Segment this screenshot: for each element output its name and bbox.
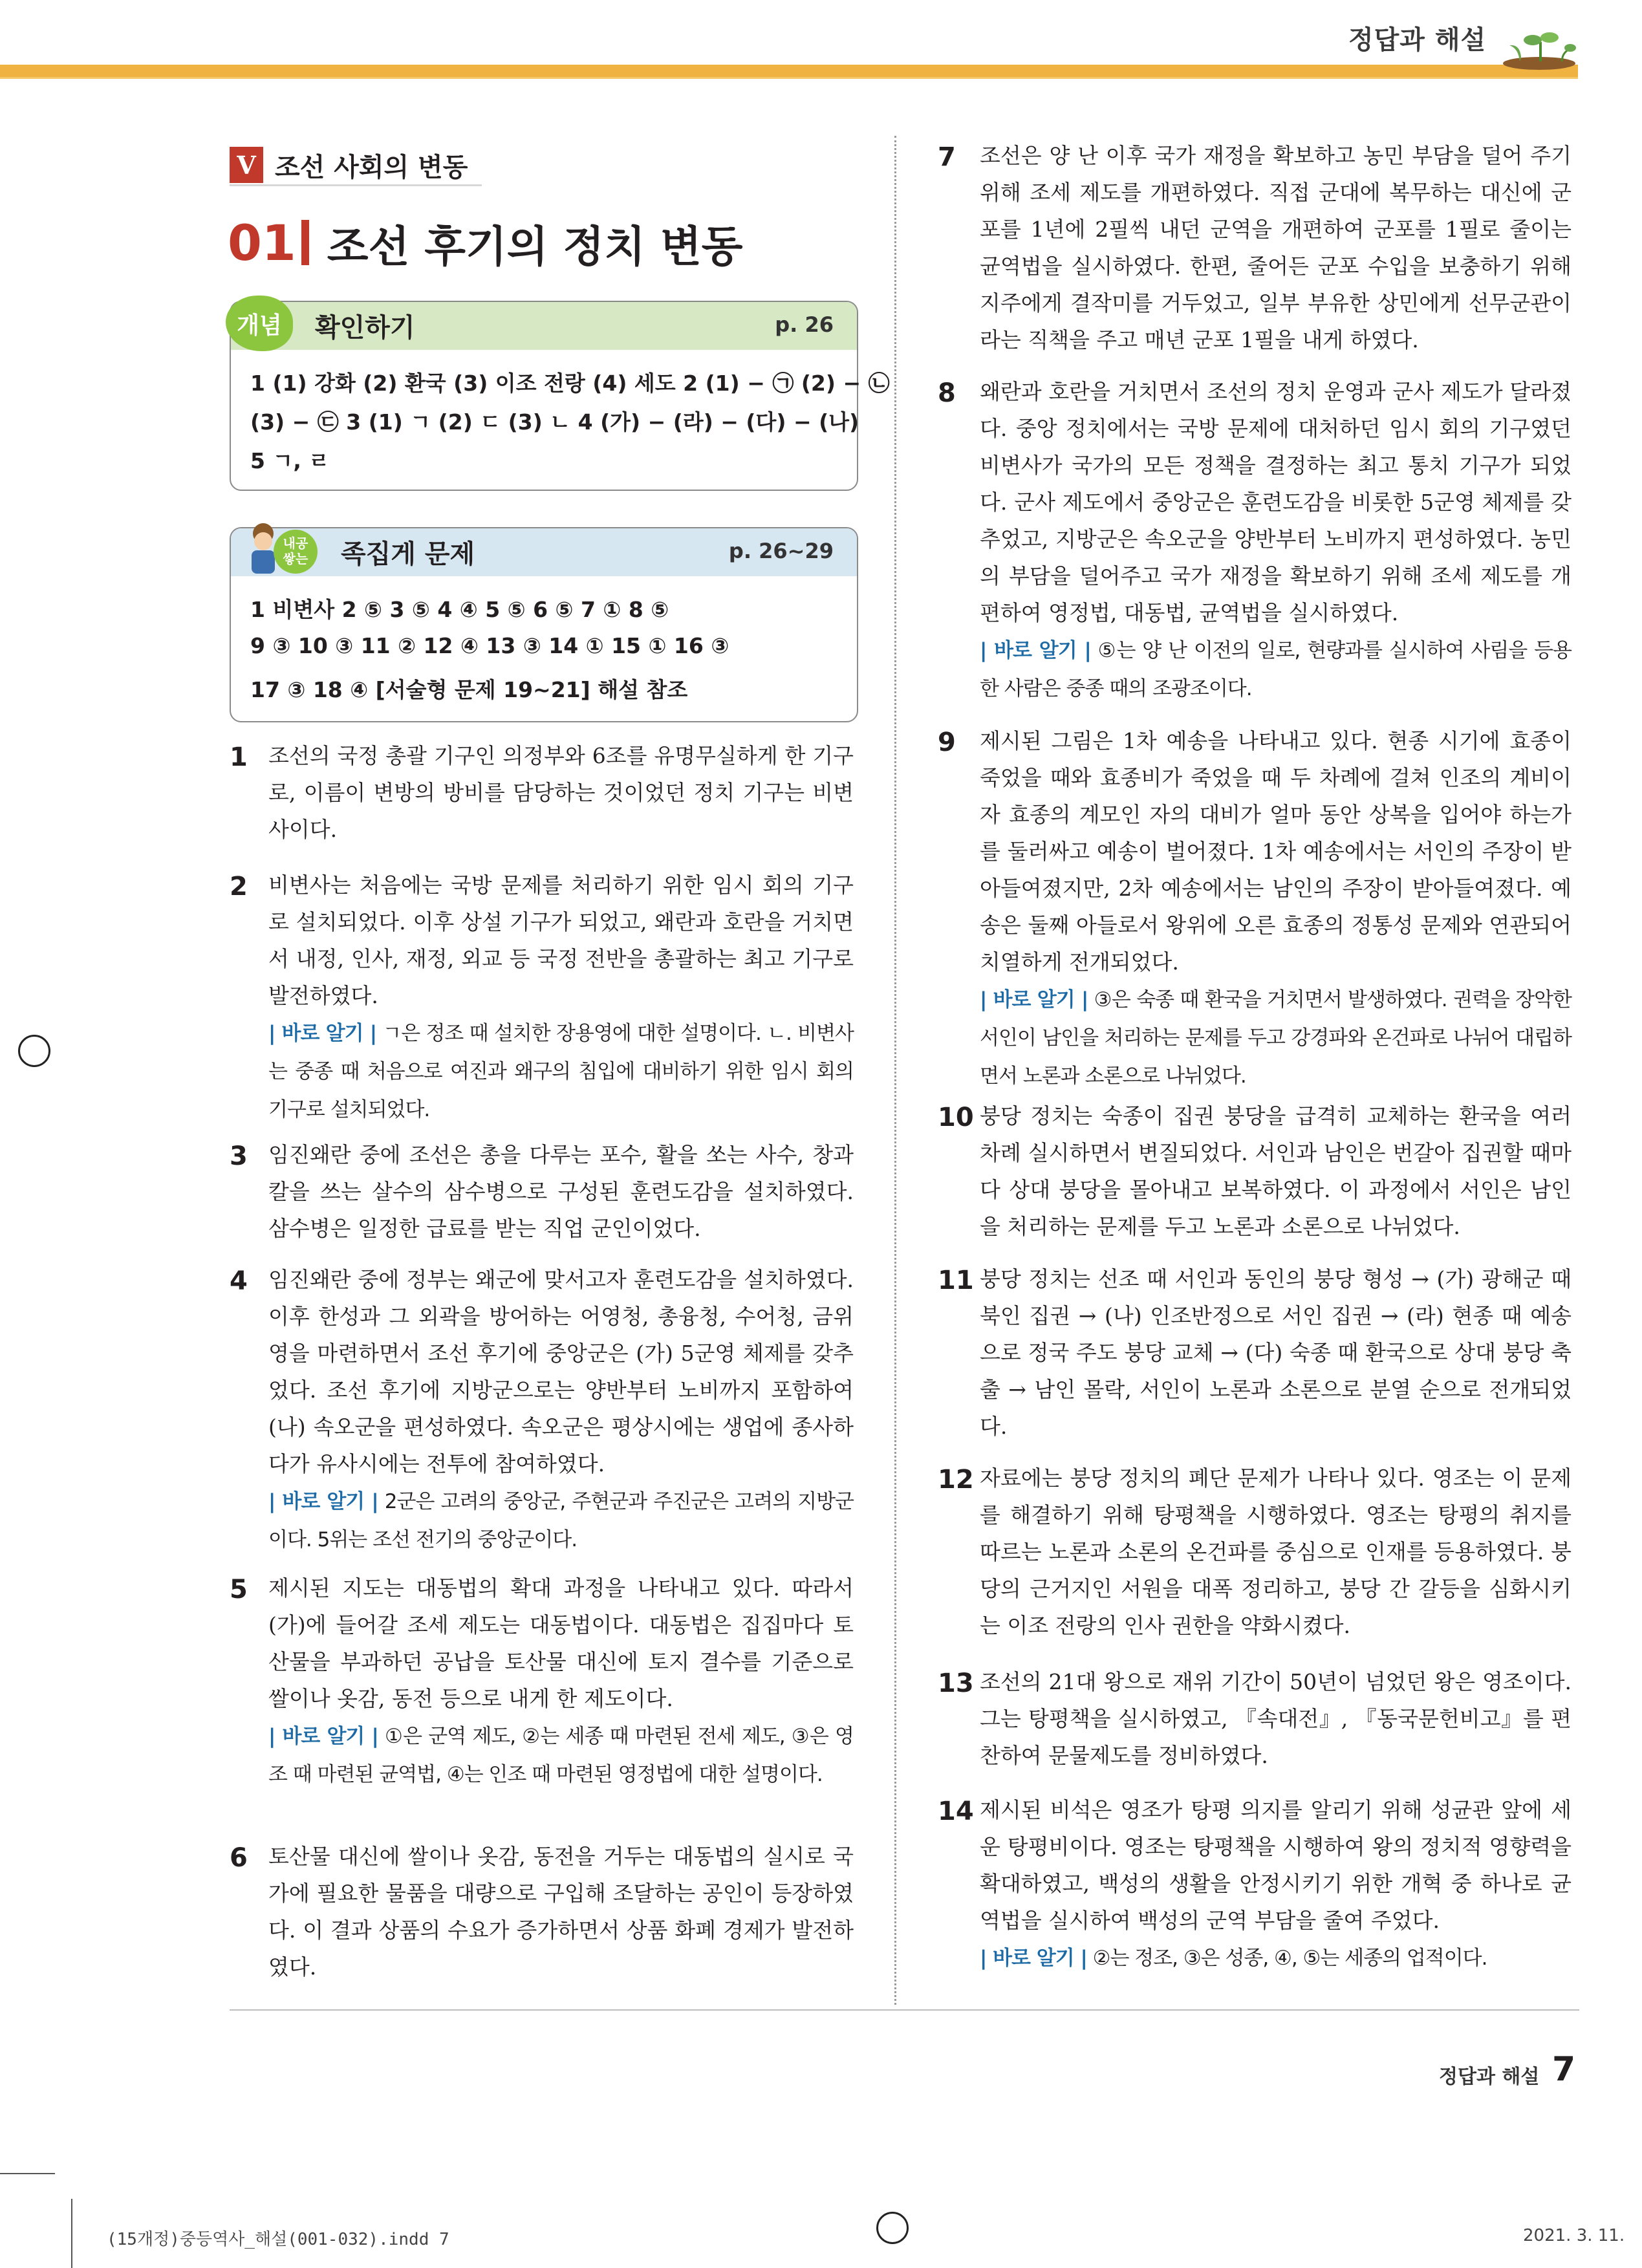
concept-check-box — [230, 301, 890, 491]
svg-text:내공: 내공 — [283, 535, 308, 551]
item-text: 제시된 비석은 영조가 탕평 의지를 알리기 위해 성균관 앞에 세운 탕평비이다. 영조는 탕평책을 시행하여 왕의 정치적 영향력을 확대하였고, 백성의 생활을 안정시키기 위한 개혁 중 하나로 균역법을 실시하여 백성의 군역 부담을 줄여 주었다. | 바로 알기 | ②는 정조, ③은 성종, ④, ⑤는 세종의 업적이다. — [980, 1797, 1572, 1970]
item-number: 1 — [230, 742, 248, 772]
problem-box-title: 족집게 문제 — [341, 539, 475, 569]
unit-title: 조선 사회의 변동 — [275, 152, 468, 182]
problem-answer-line-1: 1 비변사 2 ⑤ 3 ⑤ 4 ④ 5 ⑤ 6 ⑤ 7 ① 8 ⑤ — [250, 597, 669, 622]
note-tag: | 바로 알기 | — [980, 639, 1091, 662]
item-text: 제시된 그림은 1차 예송을 나타내고 있다. 현종 시기에 효종이 죽었을 때와 효종비가 죽었을 때 두 차례에 걸쳐 인조의 계비이자 효종의 계모인 자의 대비가 얼마 동안 상복을 입어야 하는가를 둘러싸고 예송이 벌어졌다. 1차 예송에서는 서인의 주장이 받아들여졌지만, 2차 예송에서는 남인의 주장이 받아들여졌다. 예송은 둘째 아들로서 왕위에 오른 효종의 정통성 문제와 연관되어 치열하게 전개되었다. | 바로 알기 | ③은 숙종 때 환국을 거치면서 발생하였다. 권력을 장악한 서인이 남인을 처리하는 문제를 두고 강경파와 온건파로 나뉘어 대립하면서 노론과 소론으로 나뉘었다. — [980, 728, 1572, 1088]
concept-box-title: 확인하기 — [315, 313, 415, 343]
concept-answer-line-3: 5 ㄱ, ㄹ — [250, 448, 330, 473]
crop-mark — [71, 2199, 72, 2268]
slug-filename: (15개정)중등역사_해설(001-032).indd 7 — [107, 2230, 449, 2249]
item-text: 조선은 양 난 이후 국가 재정을 확보하고 농민 부담을 덜어 주기 위해 조세 제도를 개편하였다. 직접 군대에 복무하는 대신에 군포를 1년에 2필씩 내던 군역을 개편하여 군포를 1필로 줄이는 균역법을 실시하였다. 한편, 줄어든 군포 수입을 보충하기 위해 지주에게 결작미를 거두었고, 일부 부유한 상민에게 선무군관이라는 직책을 주고 매년 군포 1필을 내게 하였다. — [980, 143, 1572, 352]
problem-answer-line-2: 9 ③ 10 ③ 11 ② 12 ④ 13 ③ 14 ① 15 ① 16 ③ — [250, 633, 729, 658]
page-number: 7 — [1552, 2050, 1576, 2089]
slug-date: 2021. 3. 11. — [1523, 2226, 1625, 2245]
sprout-icon — [1500, 26, 1578, 71]
registration-mark-icon — [18, 1035, 50, 1067]
registration-mark-icon — [876, 2212, 909, 2244]
concept-answer-line-1: 1 (1) 강화 (2) 환국 (3) 이조 전랑 (4) 세도 2 (1) − ㉠ (2) − ㉡ — [250, 371, 890, 396]
item-text: 자료에는 붕당 정치의 폐단 문제가 나타나 있다. 영조는 이 문제를 해결하기 위해 탕평책을 시행하였다. 영조는 탕평의 취지를 따르는 노론과 소론의 온건파를 중심으로 인재를 등용하였다. 붕당의 근거지인 서원을 대폭 정리하고, 붕당 간 갈등을 심화시키는 이조 전랑의 인사 권한을 약화시켰다. — [980, 1465, 1572, 1638]
item-number: 9 — [938, 728, 956, 757]
note-text: ②는 정조, ③은 성종, ④, ⑤는 세종의 업적이다. — [1086, 1947, 1487, 1970]
note-text: ㄱ은 정조 때 설치한 장용영에 대한 설명이다. ㄴ. 비변사는 중종 때 처음으로 여진과 왜구의 침입에 대비하기 위한 임시 회의 기구로 설치되었다. — [268, 1022, 854, 1121]
character-icon — [244, 519, 321, 580]
item-number: 11 — [938, 1266, 974, 1295]
lesson-heading — [228, 210, 743, 275]
concept-answer-line-2: (3) − ㉢ 3 (1) ㄱ (2) ㄷ (3) ㄴ 4 (가) − (라) − (다) − (나) — [250, 409, 859, 435]
concept-page-ref: p. 26 — [775, 312, 834, 337]
item-text: 붕당 정치는 선조 때 서인과 동인의 붕당 형성 → (가) 광해군 때 북인 집권 → (나) 인조반정으로 서인 집권 → (라) 현종 때 예송으로 정국 주도 붕당 교체 → (다) 숙종 때 환국으로 상대 붕당 축출 → 남인 몰락, 서인이 노론과 소론으로 분열 순으로 전개되었다. — [980, 1266, 1572, 1439]
svg-text:쌓는: 쌓는 — [283, 551, 308, 567]
item-text: 왜란과 호란을 거치면서 조선의 정치 운영과 군사 제도가 달라졌다. 중앙 정치에서는 국방 문제에 대처하던 임시 회의 기구였던 비변사가 국가의 모든 정책을 결정하는 최고 통치 기구가 되었다. 군사 제도에서 중앙군은 훈련도감을 비롯한 5군영 체제를 갖추었고, 지방군은 속오군을 양반부터 노비까지 편성하였다. 농민의 부담을 덜어주고 국가 재정을 확보하기 위해 조세 제도를 개편하여 영정법, 대동법, 균역법을 실시하였다. | 바로 알기 | ⑤는 양 난 이전의 일로, 현량과를 실시하여 사림을 등용한 사람은 중종 때의 조광조이다. — [980, 379, 1572, 700]
unit-underline — [230, 184, 482, 186]
note-text: ①은 군역 제도, ②는 세종 때 마련된 전세 제도, ③은 영조 때 마련된 균역법, ④는 인조 때 마련된 영정법에 대한 설명이다. — [268, 1725, 854, 1786]
crop-mark — [0, 2173, 55, 2174]
item-text: 제시된 지도는 대동법의 확대 과정을 나타내고 있다. 따라서 (가)에 들어갈 조세 제도는 대동법이다. 대동법은 집집마다 토산물을 부과하던 공납을 토산물 대신에 토지 결수를 기준으로 쌀이나 옷감, 동전 등으로 내게 한 제도이다. | 바로 알기 | ①은 군역 제도, ②는 세종 때 마련된 전세 제도, ③은 영조 때 마련된 균역법, ④는 인조 때 마련된 영정법에 대한 설명이다. — [268, 1575, 854, 1786]
note-tag: | 바로 알기 | — [268, 1022, 377, 1045]
column-divider — [894, 136, 896, 2005]
lesson-bar — [301, 220, 309, 265]
problem-answer-box — [230, 527, 858, 722]
note-tag: | 바로 알기 | — [980, 988, 1088, 1011]
item-number: 5 — [230, 1575, 248, 1604]
item-text: 조선의 국정 총괄 기구인 의정부와 6조를 유명무실하게 한 기구로, 이름이 변방의 방비를 담당하는 것이었던 정치 기구는 비변사이다. — [268, 743, 854, 842]
item-number: 7 — [938, 142, 956, 172]
note-text: ③은 숙종 때 환국을 거치면서 발생하였다. 권력을 장악한 서인이 남인을 처리하는 문제를 두고 강경파와 온건파로 나뉘어 대립하면서 노론과 소론으로 나뉘었다. — [980, 988, 1572, 1088]
note-text: 2군은 고려의 중앙군, 주현군과 주진군은 고려의 지방군이다. 5위는 조선 전기의 중앙군이다. — [268, 1490, 854, 1551]
note-text: ⑤는 양 난 이전의 일로, 현량과를 실시하여 사림을 등용한 사람은 중종 때의 조광조이다. — [980, 639, 1572, 700]
item-text: 임진왜란 중에 조선은 총을 다루는 포수, 활을 쏘는 사수, 창과 칼을 쓰는 살수의 삼수병으로 구성된 훈련도감을 설치하였다. 삼수병은 일정한 급료를 받는 직업 군인이었다. — [268, 1142, 854, 1241]
item-number: 10 — [938, 1103, 974, 1132]
concept-badge: 개념 — [226, 296, 293, 351]
lesson-number: 01 — [228, 213, 296, 272]
item-number: 13 — [938, 1669, 974, 1698]
item-number: 14 — [938, 1797, 974, 1826]
note-tag: | 바로 알기 | — [980, 1947, 1087, 1970]
item-number: 2 — [230, 872, 248, 902]
header-bar-shadow — [0, 77, 1578, 79]
header-title: 정답과 해설 — [1348, 25, 1487, 55]
note-tag: | 바로 알기 | — [268, 1490, 378, 1513]
problem-answer-line-3: 17 ③ 18 ④ [서술형 문제 19∼21] 해설 참조 — [250, 677, 688, 702]
item-number: 12 — [938, 1465, 974, 1495]
footer-rule — [230, 2009, 1579, 2011]
item-text: 토산물 대신에 쌀이나 옷감, 동전을 거두는 대동법의 실시로 국가에 필요한 물품을 대량으로 구입해 조달하는 공인이 등장하였다. 이 결과 상품의 수요가 증가하면서 상품 화폐 경제가 발전하였다. — [268, 1844, 854, 1980]
unit-heading — [230, 146, 468, 184]
footer-label: 정답과 해설 — [1439, 2066, 1540, 2088]
item-text: 비변사는 처음에는 국방 문제를 처리하기 위한 임시 회의 기구로 설치되었다. 이후 상설 기구가 되었고, 왜란과 호란을 거치면서 내정, 인사, 재정, 외교 등 국정 전반을 총괄하는 최고 기구로 발전하였다. | 바로 알기 | ㄱ은 정조 때 설치한 장용영에 대한 설명이다. ㄴ. 비변사는 중종 때 처음으로 여진과 왜구의 침입에 대비하기 위한 임시 회의 기구로 설치되었다. — [268, 872, 854, 1121]
lesson-title: 조선 후기의 정치 변동 — [327, 221, 743, 272]
item-number: 8 — [938, 378, 956, 408]
item-text: 붕당 정치는 숙종이 집권 붕당을 급격히 교체하는 환국을 여러 차례 실시하면서 변질되었다. 서인과 남인은 번갈아 집권할 때마다 상대 붕당을 몰아내고 보복하였다. 이 과정에서 서인은 남인을 처리하는 문제를 두고 노론과 소론으로 나뉘었다. — [980, 1103, 1572, 1239]
item-text: 임진왜란 중에 정부는 왜군에 맞서고자 훈련도감을 설치하였다. 이후 한성과 그 외곽을 방어하는 어영청, 총융청, 수어청, 금위영을 마련하면서 조선 후기에 중앙군은 (가) 5군영 체제를 갖추었다. 조선 후기에 지방군으로는 양반부터 노비까지 포함하여 (나) 속오군을 편성하였다. 속오군은 평상시에는 생업에 종사하다가 유사시에는 전투에 참여하였다. | 바로 알기 | 2군은 고려의 중앙군, 주현군과 주진군은 고려의 지방군이다. 5위는 조선 전기의 중앙군이다. — [268, 1267, 854, 1551]
item-number: 6 — [230, 1843, 248, 1873]
note-tag: | 바로 알기 | — [268, 1725, 378, 1748]
item-number: 3 — [230, 1141, 248, 1171]
unit-badge: V — [230, 147, 263, 183]
problem-page-ref: p. 26~29 — [728, 539, 834, 563]
item-number: 4 — [230, 1266, 248, 1296]
item-text: 조선의 21대 왕으로 재위 기간이 50년이 넘었던 왕은 영조이다. 그는 탕평책을 실시하였고, 『속대전』, 『동국문헌비고』를 편찬하여 문물제도를 정비하였다. — [980, 1669, 1572, 1768]
